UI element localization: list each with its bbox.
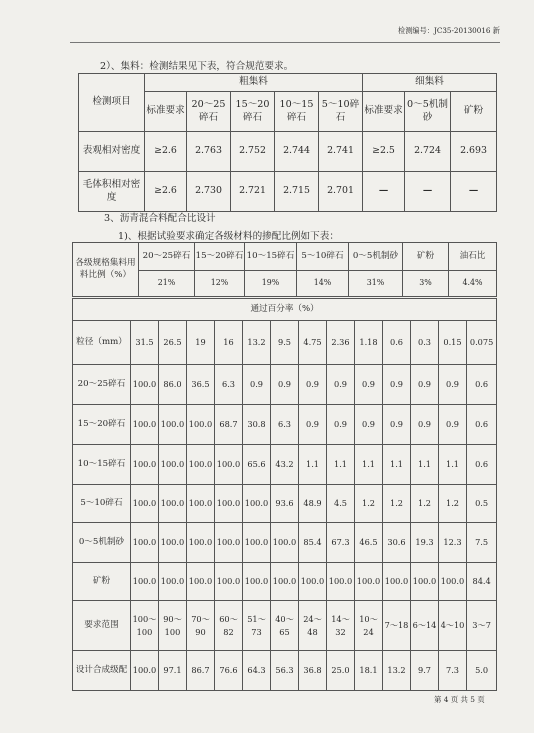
sieve-size: 13.2: [243, 321, 271, 365]
table-cell: 56.3: [271, 651, 299, 691]
column-header: 20～25碎石: [139, 243, 195, 271]
sieve-size: 19: [187, 321, 215, 365]
table-cell: 19%: [245, 271, 297, 297]
table-cell: 0.9: [355, 405, 383, 445]
table-cell: 0.9: [299, 405, 327, 445]
document-code: 检测编号：JC35-20130016 新: [398, 26, 500, 35]
table-cell: 100.0: [187, 405, 215, 445]
table-cell: 5.0: [467, 651, 497, 691]
table-cell: 31%: [349, 271, 403, 297]
table-cell: 0.9: [327, 365, 355, 405]
table-cell: 7.3: [439, 651, 467, 691]
sieve-size: 4.75: [299, 321, 327, 365]
table-cell: 100.0: [131, 651, 159, 691]
table-cell: 0.9: [355, 365, 383, 405]
table-cell: 1.2: [355, 485, 383, 523]
table-cell: 0.9: [271, 365, 299, 405]
table-cell: 2.701: [319, 172, 363, 212]
table-cell: —: [363, 172, 405, 212]
table-cell: 100.0: [243, 523, 271, 563]
table-cell: 100.0: [159, 485, 187, 523]
table-cell: 100.0: [215, 485, 243, 523]
table-cell: 7～18: [383, 601, 411, 651]
table-cell: 43.2: [271, 445, 299, 485]
table-cell: 100.0: [215, 523, 243, 563]
table-cell: 1.1: [383, 445, 411, 485]
table-cell: 0.9: [383, 365, 411, 405]
table-cell: 1.1: [327, 445, 355, 485]
table-cell: 100.0: [131, 445, 159, 485]
size-label: 粒径（mm）: [73, 321, 131, 365]
table-cell: 70～90: [187, 601, 215, 651]
table-cell: 76.6: [215, 651, 243, 691]
table-cell: —: [451, 172, 497, 212]
table-cell: 0.6: [467, 405, 497, 445]
table-cell: 100.0: [159, 563, 187, 601]
table-cell: 24～48: [299, 601, 327, 651]
table-cell: 2.721: [231, 172, 275, 212]
column-header: 标准要求: [363, 92, 405, 132]
table-cell: 0.9: [411, 365, 439, 405]
table-cell: 100.0: [439, 563, 467, 601]
grading-table: [72, 298, 497, 691]
sieve-size: 2.36: [327, 321, 355, 365]
table-cell: 85.4: [299, 523, 327, 563]
table-cell: 100.0: [159, 523, 187, 563]
header-divider: [70, 42, 500, 43]
table-cell: 1.1: [355, 445, 383, 485]
row-label: 要求范围: [73, 601, 131, 651]
table-cell: 100.0: [271, 563, 299, 601]
table-cell: 4.4%: [449, 271, 497, 297]
table-cell: 13.2: [383, 651, 411, 691]
table-cell: 86.7: [187, 651, 215, 691]
table-cell: 100.0: [299, 563, 327, 601]
table-cell: 100.0: [243, 563, 271, 601]
table-cell: 7.5: [467, 523, 497, 563]
table-cell: 6.3: [215, 365, 243, 405]
table-cell: 4.5: [327, 485, 355, 523]
table-row: [73, 601, 497, 651]
row-label: 20～25碎石: [73, 365, 131, 405]
table-row: [73, 405, 497, 445]
table-row: [73, 321, 497, 365]
table-cell: 0.9: [439, 365, 467, 405]
sieve-size: 26.5: [159, 321, 187, 365]
table-cell: 0.9: [439, 405, 467, 445]
row-label: 设计合成级配: [73, 651, 131, 691]
column-header: 20～25碎石: [187, 92, 231, 132]
table-cell: 6.3: [271, 405, 299, 445]
table-cell: 93.6: [271, 485, 299, 523]
table-cell: 2.752: [231, 132, 275, 172]
table-row: [73, 365, 497, 405]
sieve-size: 9.5: [271, 321, 299, 365]
table-cell: 100.0: [131, 485, 159, 523]
row-label: 矿粉: [73, 563, 131, 601]
column-header: 标准要求: [145, 92, 187, 132]
row-label: 15～20碎石: [73, 405, 131, 445]
table-cell: 25.0: [327, 651, 355, 691]
table-cell: 0.9: [383, 405, 411, 445]
sieve-size: 0.075: [467, 321, 497, 365]
table-cell: 1.2: [383, 485, 411, 523]
table-cell: 100.0: [131, 563, 159, 601]
table-cell: 100.0: [131, 365, 159, 405]
table-cell: 30.8: [243, 405, 271, 445]
table-cell: 1.1: [411, 445, 439, 485]
table-cell: 1.1: [299, 445, 327, 485]
fine-aggregate-header: 细集料: [363, 74, 497, 92]
table-cell: 0.6: [467, 445, 497, 485]
table-cell: 51～73: [243, 601, 271, 651]
table-cell: 12.3: [439, 523, 467, 563]
item-header: 检测项目: [79, 74, 145, 132]
table-cell: 18.1: [355, 651, 383, 691]
table-cell: 100.0: [383, 563, 411, 601]
table-row: [79, 172, 497, 212]
row-label: 10～15碎石: [73, 445, 131, 485]
table-cell: 100.0: [159, 445, 187, 485]
table-cell: 1.2: [439, 485, 467, 523]
table-cell: 100.0: [411, 563, 439, 601]
sieve-size: 0.6: [383, 321, 411, 365]
aggregate-density-table: [78, 73, 497, 212]
table-cell: 14%: [297, 271, 349, 297]
table-cell: ≥2.5: [363, 132, 405, 172]
column-header: 矿粉: [403, 243, 449, 271]
table-cell: 100.0: [355, 563, 383, 601]
table-cell: 36.8: [299, 651, 327, 691]
ratio-label: 各级规格集料用料比例（%）: [73, 243, 139, 297]
table-cell: 2.730: [187, 172, 231, 212]
table-cell: 97.1: [159, 651, 187, 691]
table-cell: 0.5: [467, 485, 497, 523]
table-cell: 12%: [195, 271, 245, 297]
column-header: 15～20碎石: [231, 92, 275, 132]
table-cell: 100.0: [243, 485, 271, 523]
grading-table-title: 通过百分率（%）: [73, 299, 497, 321]
table-cell: 2.693: [451, 132, 497, 172]
row-label: 5～10碎石: [73, 485, 131, 523]
row-label: 表观相对密度: [79, 132, 145, 172]
sieve-size: 0.15: [439, 321, 467, 365]
table-cell: 67.3: [327, 523, 355, 563]
table-cell: 100.0: [187, 563, 215, 601]
table-cell: 86.0: [159, 365, 187, 405]
table-cell: 2.744: [275, 132, 319, 172]
table-cell: 2.741: [319, 132, 363, 172]
table-cell: 65.6: [243, 445, 271, 485]
column-header: 10～15碎石: [275, 92, 319, 132]
table-row: [73, 445, 497, 485]
table-cell: 2.715: [275, 172, 319, 212]
page-number: 第 4 页 共 5 页: [434, 695, 485, 704]
row-label: 0～5机制砂: [73, 523, 131, 563]
table-cell: 100.0: [131, 405, 159, 445]
table-row: [79, 132, 497, 172]
table-cell: 100.0: [215, 445, 243, 485]
table-cell: 3%: [403, 271, 449, 297]
table-cell: 19.3: [411, 523, 439, 563]
table-cell: 10～24: [355, 601, 383, 651]
table-cell: 36.5: [187, 365, 215, 405]
table-cell: 2.724: [405, 132, 451, 172]
table-cell: 60～82: [215, 601, 243, 651]
table-cell: 2.763: [187, 132, 231, 172]
table-cell: ≥2.6: [145, 132, 187, 172]
table-cell: 1.1: [439, 445, 467, 485]
column-header: 5～10碎石: [297, 243, 349, 271]
sieve-size: 0.3: [411, 321, 439, 365]
table-cell: 100～100: [131, 601, 159, 651]
table-cell: 0.9: [411, 405, 439, 445]
table-cell: 30.6: [383, 523, 411, 563]
table-row: [73, 563, 497, 601]
table-cell: 14～32: [327, 601, 355, 651]
column-header: 矿粉: [451, 92, 497, 132]
column-header: 0～5机制砂: [405, 92, 451, 132]
sieve-size: 31.5: [131, 321, 159, 365]
table-cell: 9.7: [411, 651, 439, 691]
table-cell: 90～100: [159, 601, 187, 651]
table-cell: —: [405, 172, 451, 212]
table-cell: 100.0: [187, 445, 215, 485]
table-cell: 100.0: [159, 405, 187, 445]
table-cell: 0.6: [467, 365, 497, 405]
column-header: 0～5机制砂: [349, 243, 403, 271]
column-header: 油石比: [449, 243, 497, 271]
table-cell: 4～10: [439, 601, 467, 651]
sieve-size: 16: [215, 321, 243, 365]
section3-heading: 3、沥青混合料配合比设计: [104, 213, 216, 224]
table-cell: 0.9: [299, 365, 327, 405]
section2-heading: 2）、集料：检测结果见下表，符合规范要求。: [100, 61, 294, 72]
table-cell: 100.0: [271, 523, 299, 563]
table-cell: 0.9: [243, 365, 271, 405]
table-cell: 21%: [139, 271, 195, 297]
table-cell: 1.2: [411, 485, 439, 523]
table-cell: 100.0: [131, 523, 159, 563]
column-header: 10～15碎石: [245, 243, 297, 271]
table-row: [73, 485, 497, 523]
table-cell: 46.5: [355, 523, 383, 563]
table-cell: 0.9: [327, 405, 355, 445]
column-header: 15～20碎石: [195, 243, 245, 271]
table-cell: 64.3: [243, 651, 271, 691]
table-cell: 100.0: [327, 563, 355, 601]
table-row: [73, 523, 497, 563]
table-cell: 100.0: [187, 485, 215, 523]
table-cell: 40～65: [271, 601, 299, 651]
section3-subheading: 1)、根据试验要求确定各级材料的掺配比例如下表：: [118, 231, 339, 242]
table-cell: 84.4: [467, 563, 497, 601]
mix-ratio-table: [72, 242, 497, 297]
column-header: 5～10碎石: [319, 92, 363, 132]
coarse-aggregate-header: 粗集料: [145, 74, 363, 92]
table-cell: 68.7: [215, 405, 243, 445]
table-cell: 6～14: [411, 601, 439, 651]
table-cell: ≥2.6: [145, 172, 187, 212]
table-cell: 48.9: [299, 485, 327, 523]
table-cell: 100.0: [215, 563, 243, 601]
table-cell: 3～7: [467, 601, 497, 651]
table-row: [73, 651, 497, 691]
row-label: 毛体积相对密度: [79, 172, 145, 212]
table-cell: 100.0: [187, 523, 215, 563]
sieve-size: 1.18: [355, 321, 383, 365]
